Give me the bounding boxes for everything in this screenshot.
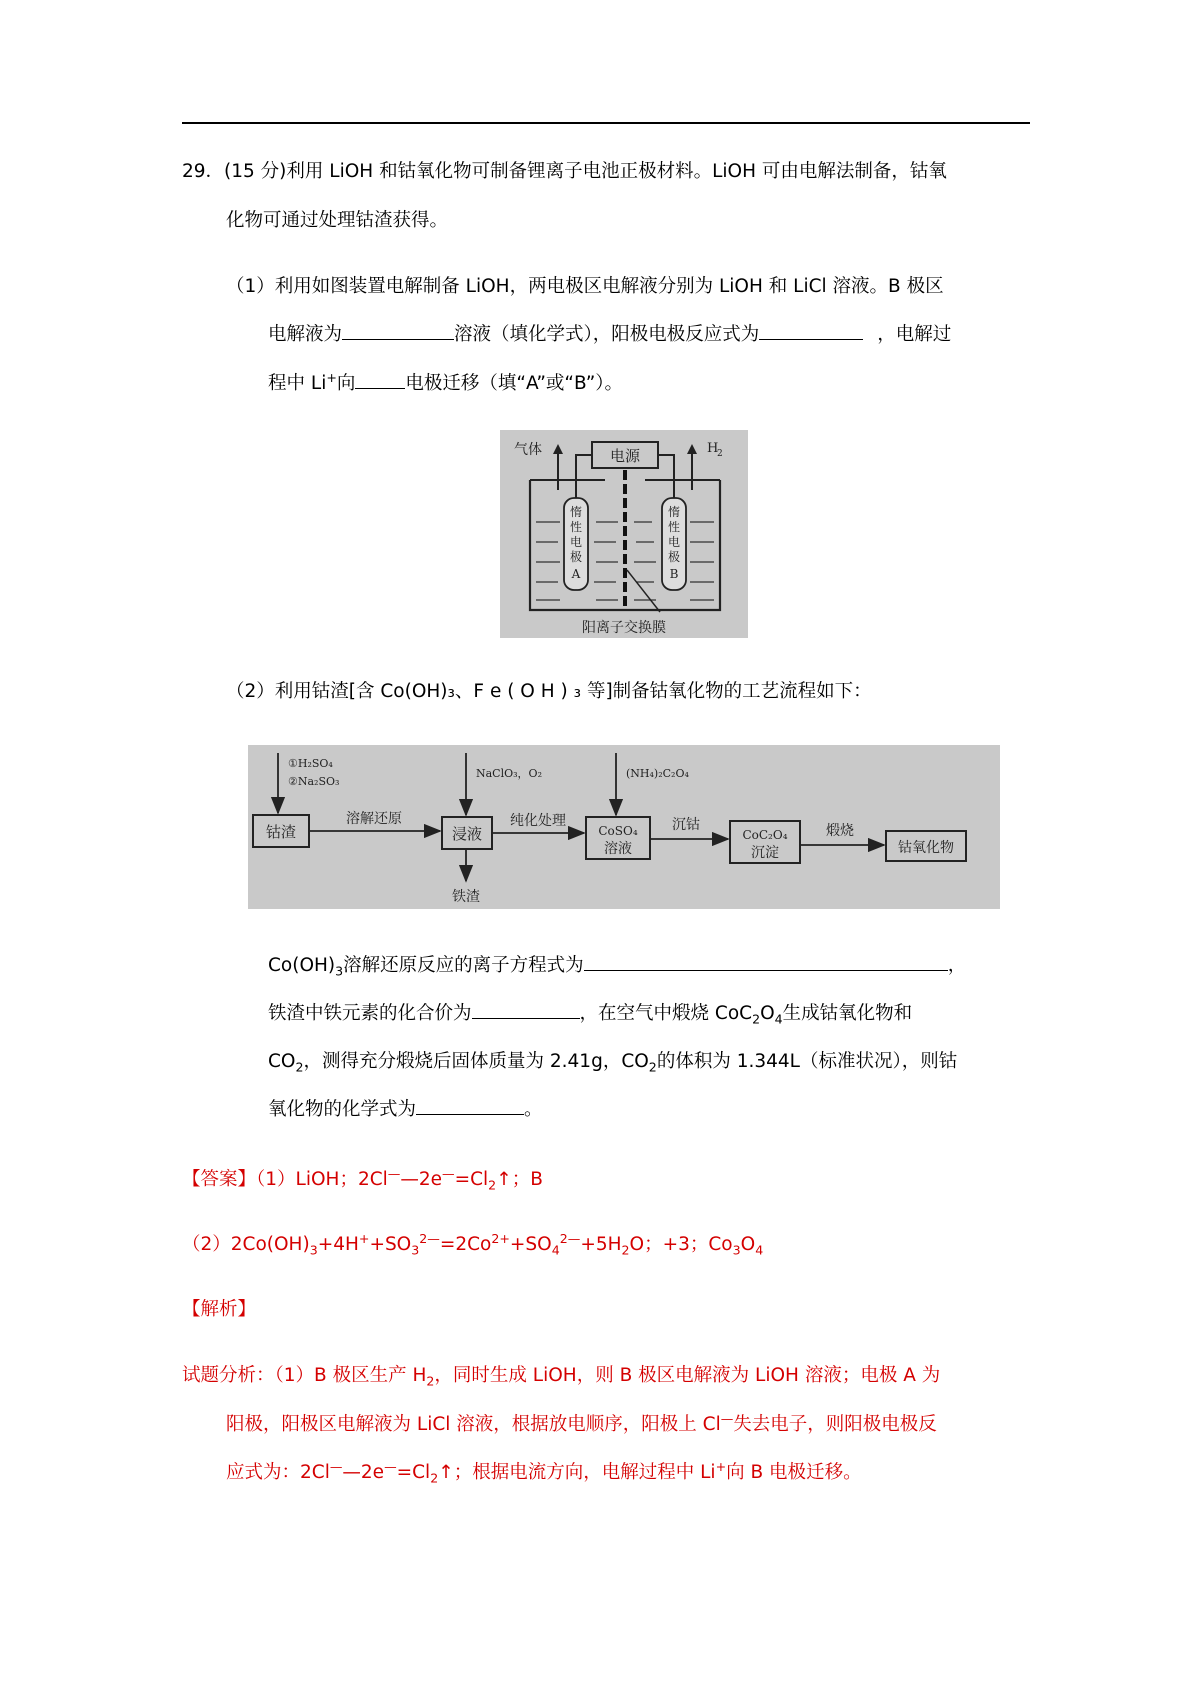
- blank-iron-valence[interactable]: [472, 999, 580, 1019]
- box-coc2o4: CoC₂O₄: [742, 828, 788, 842]
- part1-text-fill: 电极迁移（填“A”或“B”）。: [405, 373, 624, 394]
- period: 。: [524, 1099, 543, 1120]
- electrode-b-char-3: 电: [667, 535, 681, 549]
- ans-sub: 3: [411, 1242, 420, 1258]
- analysis-l3-d: ↑；根据电流方向，电解过程中 Li: [438, 1462, 716, 1483]
- part1-line-1-text: （1）利用如图装置电解制备 LiOH，两电极区电解液分别为 LiOH 和 LiCl 溶液。B 极区: [226, 276, 944, 297]
- analysis-l1-b: ，同时生成 LiOH，则 B 极区电解液为 LiOH 溶液；电极 A 为: [434, 1365, 941, 1386]
- ans-sub: 4: [551, 1242, 560, 1258]
- text-co2: CO: [268, 1051, 296, 1072]
- analysis-l3-a: 应式为：2Cl: [226, 1462, 330, 1483]
- reagent-1b: ②Na₂SO₃: [288, 775, 340, 788]
- electrode-b-char-4: 极: [667, 550, 681, 564]
- sub-2: 2: [752, 1011, 761, 1027]
- answer-p2-d: =2Co: [439, 1234, 492, 1255]
- electrode-a-char-5: A: [571, 567, 581, 581]
- answer-p1-b: —2e: [400, 1169, 443, 1190]
- ans-sup: +: [358, 1230, 370, 1246]
- an-sup: —: [720, 1410, 734, 1426]
- answer-p2-b: +4H: [317, 1234, 359, 1255]
- part1-text-b: 溶液（填化学式），阳极电极反应式为: [454, 324, 760, 345]
- answer-p2-g: O；+3；Co: [629, 1234, 733, 1255]
- part2-q-line-4: [268, 1086, 543, 1134]
- part1-text-c: ，电解过: [877, 324, 952, 345]
- part2-q3-text: ，测得充分煅烧后固体质量为 2.41g，CO: [303, 1051, 649, 1072]
- reagent-1a: ①H₂SO₄: [288, 757, 333, 770]
- ans-sup: 2—: [559, 1230, 581, 1246]
- answer-p1-c: =Cl: [454, 1169, 489, 1190]
- question-line-2-text: 化物可通过处理钴渣获得。: [226, 210, 449, 231]
- answer-p2-a: （2）2Co(OH): [182, 1234, 310, 1255]
- part2-q-line-1: [268, 942, 966, 990]
- part2-q2-text-d: 生成钴氧化物和: [782, 1003, 913, 1024]
- part1-line-1: [226, 263, 944, 311]
- step-calcine: 煅烧: [826, 823, 854, 839]
- blank-b-electrolyte[interactable]: [342, 320, 454, 340]
- step-purify: 纯化处理: [510, 813, 566, 829]
- blank-ionic-equation[interactable]: [584, 951, 948, 971]
- electrode-b-char-2: 性: [667, 520, 681, 534]
- electrolysis-diagram: [500, 430, 748, 638]
- an-sup: —: [329, 1458, 343, 1474]
- blank-anode-reaction[interactable]: [759, 320, 863, 340]
- part1-line-3: [268, 360, 623, 408]
- question-stem-line-2: [226, 197, 448, 245]
- step-dissolve-reduce: 溶解还原: [346, 811, 402, 827]
- answer-label: 【答案】: [182, 1169, 257, 1190]
- membrane-label: 阳离子交换膜: [582, 620, 666, 636]
- answer-line-1: [182, 1156, 543, 1204]
- part2-q1-text: 溶解还原反应的离子方程式为: [343, 955, 584, 976]
- part2-q2-text: 铁渣中铁元素的化合价为: [268, 1003, 472, 1024]
- analysis-label: [182, 1286, 256, 1334]
- formula-co-oh: Co(OH): [268, 955, 336, 976]
- electrode-a-char-4: 极: [569, 550, 583, 564]
- sub-4: 4: [774, 1011, 783, 1027]
- electrode-a-char-2: 性: [569, 520, 583, 534]
- analysis-l3-b: —2e: [342, 1462, 385, 1483]
- answer-line-2: [182, 1221, 763, 1269]
- process-flow-diagram: [248, 745, 1000, 909]
- electrode-a-char-1: 惰: [569, 505, 583, 519]
- comma: ，: [947, 955, 967, 976]
- step-precipitate: 沉钴: [672, 817, 700, 833]
- box-leachate: 浸液: [451, 825, 483, 843]
- power-label: 电源: [609, 447, 641, 465]
- reagent-3: (NH₄)₂C₂O₄: [626, 767, 689, 780]
- box-cobalt-residue: 钴渣: [265, 823, 297, 841]
- answer-p2-h: O: [740, 1234, 756, 1255]
- analysis-l2-b: 失去电子，则阳极电极反: [733, 1414, 937, 1435]
- analysis-line-1: [182, 1352, 940, 1400]
- waste-iron-residue: 铁渣: [452, 889, 480, 905]
- ans-sup: 2—: [419, 1230, 440, 1246]
- ans-sub: 4: [755, 1242, 764, 1258]
- part1-text-li: 程中 Li: [268, 373, 327, 394]
- box-coc2o4-precipitate: 沉淀: [751, 845, 779, 861]
- part2-line-1: [226, 668, 872, 716]
- li-charge: +: [326, 369, 337, 385]
- analysis-line-2: [226, 1401, 937, 1449]
- ans-sup: —: [442, 1165, 455, 1181]
- sub-3: 3: [335, 963, 344, 979]
- analysis-l3-c: =Cl: [396, 1462, 431, 1483]
- answer-p2-f: +5H: [580, 1234, 622, 1255]
- part2-line-1-text: （2）利用钴渣[含 Co(OH)₃、F e ( O H ) ₃ 等]制备钴氧化物的工艺流程如下：: [226, 681, 872, 702]
- analysis-label-text: 【解析】: [182, 1299, 257, 1320]
- question-line-1: (15 分)利用 LiOH 和钴氧化物可制备锂离子电池正极材料。LiOH 可由电解法制备，钴氧: [224, 161, 947, 182]
- text-o: O: [760, 1003, 775, 1024]
- part1-line-2: [268, 311, 951, 359]
- blank-migration[interactable]: [355, 369, 405, 389]
- sub-2a: 2: [295, 1059, 304, 1075]
- part2-q2-text-b: ，在空气中煅烧 CoC: [579, 1003, 753, 1024]
- answer-p1-a: （1）LiOH；2Cl: [256, 1169, 388, 1190]
- an-sup: +: [715, 1458, 727, 1474]
- analysis-l3-e: 向 B 电极迁移。: [726, 1462, 862, 1483]
- ans-sup: —: [387, 1165, 401, 1181]
- part2-q3-text-c: 的体积为 1.344L（标准状况），则钴: [656, 1051, 958, 1072]
- answer-p2-e: +SO: [509, 1234, 552, 1255]
- ans-sub: 2: [488, 1177, 497, 1193]
- box-coso4-solution: 溶液: [604, 841, 632, 857]
- answer-p1-d: ↑；B: [496, 1169, 543, 1190]
- ans-sub: 3: [309, 1242, 318, 1258]
- an-sup: —: [384, 1458, 397, 1474]
- question-number: 29．: [182, 161, 225, 182]
- part2-q-line-2: [268, 990, 912, 1038]
- blank-oxide-formula[interactable]: [416, 1095, 524, 1115]
- analysis-line-3: [226, 1449, 862, 1497]
- part1-text-a: 电解液为: [268, 324, 343, 345]
- gas-right-label: H: [707, 441, 719, 456]
- electrode-b-char-5: B: [669, 567, 679, 581]
- part1-text-to: 向: [336, 373, 356, 394]
- an-sub: 2: [426, 1373, 435, 1389]
- header-rule: [182, 122, 1030, 124]
- an-sub: 2: [430, 1470, 439, 1486]
- analysis-l2-a: 阳极，阳极区电解液为 LiCl 溶液，根据放电顺序，阳极上 Cl: [226, 1414, 721, 1435]
- answer-p2-c: +SO: [369, 1234, 412, 1255]
- part2-q4-text: 氧化物的化学式为: [268, 1099, 417, 1120]
- electrode-b-char-1: 惰: [667, 505, 681, 519]
- gas-right-sub: 2: [717, 449, 723, 459]
- analysis-l1-a: 试题分析：（1）B 极区生产 H: [182, 1365, 427, 1386]
- question-stem: [182, 148, 947, 196]
- box-cobalt-oxide: 钴氧化物: [898, 840, 954, 856]
- gas-left-label: 气体: [514, 442, 542, 458]
- ans-sub: 3: [732, 1242, 741, 1258]
- sub-2b: 2: [648, 1059, 657, 1075]
- part2-q-line-3: [268, 1038, 957, 1086]
- box-coso4: CoSO₄: [598, 824, 638, 838]
- ans-sub: 2: [621, 1242, 630, 1258]
- reagent-2: NaClO₃，O₂: [476, 767, 542, 780]
- electrode-a-char-3: 电: [569, 535, 583, 549]
- ans-sup: 2+: [491, 1230, 510, 1246]
